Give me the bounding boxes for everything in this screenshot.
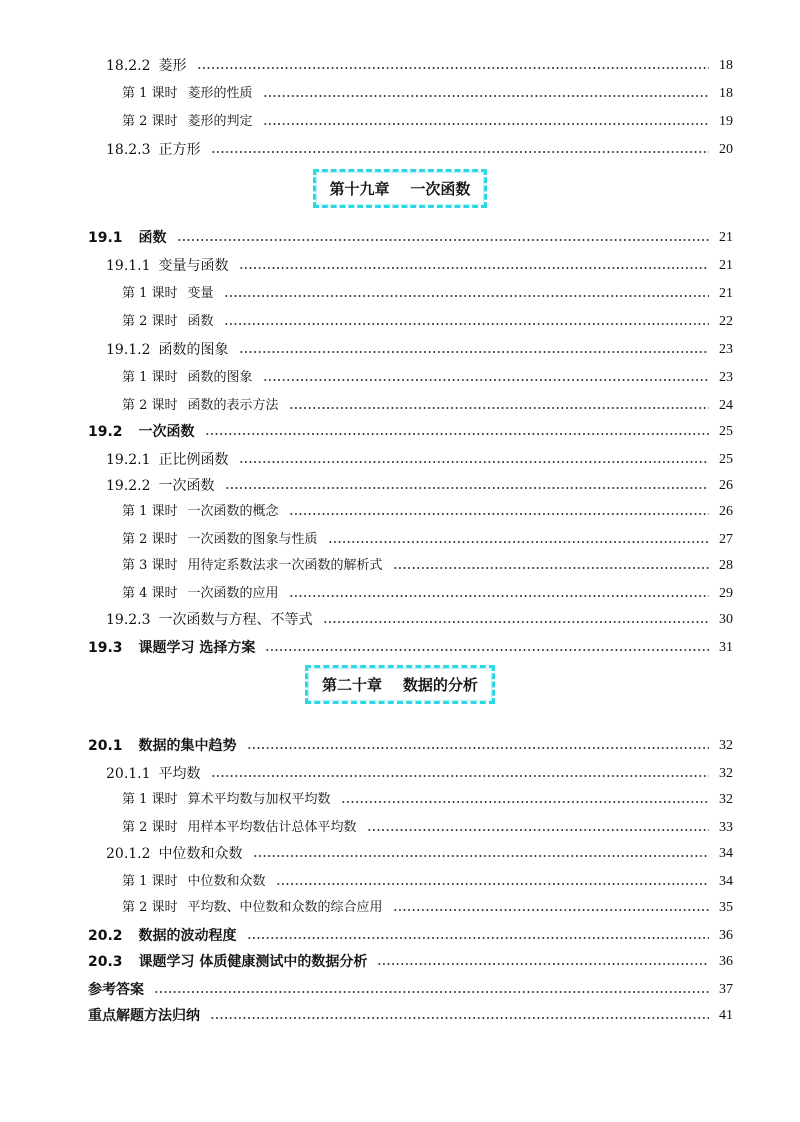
entry-title: 正比例函数 [158, 452, 229, 468]
dot-leader [211, 151, 709, 153]
entry-title: 用样本平均数估计总体平均数 [187, 820, 357, 835]
entry-page-number: 24 [719, 398, 733, 413]
toc-entry[interactable] [88, 1004, 733, 1028]
toc-entry[interactable] [106, 608, 733, 632]
dot-leader [393, 909, 709, 911]
dot-leader [225, 487, 709, 489]
toc-entry[interactable] [106, 842, 733, 866]
entry-number: 20.1.2 [106, 846, 151, 862]
entry-page-number: 33 [719, 820, 733, 835]
entry-page-number: 31 [719, 640, 733, 655]
entry-title: 一次函数 [138, 424, 195, 440]
entry-page-number: 20 [719, 142, 733, 157]
entry-page-number: 23 [719, 342, 733, 357]
entry-page-number: 22 [719, 314, 733, 329]
entry-title: 平均数 [158, 766, 201, 782]
entry-title: 函数的表示方法 [187, 398, 279, 413]
toc-entry[interactable] [122, 366, 733, 390]
dot-leader [289, 513, 709, 515]
toc-entry[interactable] [122, 394, 733, 418]
entry-number: 20.2 [88, 928, 123, 944]
toc-entry[interactable] [88, 420, 733, 444]
entry-number: 第 2 课时 [122, 900, 178, 915]
toc-entry[interactable] [88, 978, 733, 1002]
chapter-heading [0, 166, 800, 210]
dot-leader [323, 621, 709, 623]
toc-entry[interactable] [88, 950, 733, 974]
entry-number: 第 4 课时 [122, 586, 178, 601]
entry-number: 19.3 [88, 640, 123, 656]
entry-title: 课题学习 选择方案 [138, 640, 256, 656]
toc-entry[interactable] [122, 110, 733, 134]
toc-entry[interactable] [122, 816, 733, 840]
toc-entry[interactable] [122, 870, 733, 894]
entry-title: 一次函数与方程、不等式 [158, 612, 313, 628]
entry-title: 函数的图象 [187, 370, 253, 385]
dot-leader [377, 963, 709, 965]
entry-number: 第 1 课时 [122, 370, 178, 385]
entry-page-number: 23 [719, 370, 733, 385]
dot-leader [239, 351, 709, 353]
entry-number: 第 1 课时 [122, 874, 178, 889]
dot-leader [328, 541, 709, 543]
entry-number: 18.2.2 [106, 58, 151, 74]
entry-title: 函数 [138, 230, 167, 246]
entry-number: 20.1.1 [106, 766, 151, 782]
toc-entry[interactable] [122, 582, 733, 606]
entry-number: 第 1 课时 [122, 792, 178, 807]
entry-number: 18.2.3 [106, 142, 151, 158]
toc-entry[interactable] [106, 338, 733, 362]
chapter-heading [0, 662, 800, 706]
entry-number: 19.2.1 [106, 452, 151, 468]
entry-title: 一次函数 [158, 478, 215, 494]
toc-entry[interactable] [122, 896, 733, 920]
entry-title: 函数 [187, 314, 214, 329]
toc-entry[interactable] [122, 500, 733, 524]
dot-leader [177, 239, 709, 241]
entry-title: 变量 [187, 286, 214, 301]
dot-leader [197, 67, 709, 69]
entry-title: 一次函数的图象与性质 [187, 532, 318, 547]
toc-entry[interactable] [106, 254, 733, 278]
entry-page-number: 35 [719, 900, 733, 915]
entry-number: 第 2 课时 [122, 114, 178, 129]
entry-page-number: 37 [719, 982, 733, 997]
dot-leader [341, 801, 709, 803]
dot-leader [211, 775, 709, 777]
entry-number: 第 1 课时 [122, 86, 178, 101]
entry-number: 第 2 课时 [122, 820, 178, 835]
entry-page-number: 25 [719, 452, 733, 467]
toc-entry[interactable] [88, 734, 733, 758]
entry-number: 19.1.2 [106, 342, 151, 358]
chapter-title: 第二十章 数据的分析 [305, 665, 495, 704]
dot-leader [239, 267, 709, 269]
entry-page-number: 30 [719, 612, 733, 627]
entry-title: 函数的图象 [158, 342, 229, 358]
entry-title: 数据的波动程度 [138, 928, 237, 944]
entry-title: 中位数和众数 [158, 846, 243, 862]
entry-page-number: 41 [719, 1008, 733, 1023]
entry-page-number: 32 [719, 792, 733, 807]
entry-page-number: 21 [719, 286, 733, 301]
dot-leader [263, 379, 709, 381]
dot-leader [265, 649, 709, 651]
entry-title: 菱形 [158, 58, 187, 74]
toc-entry[interactable] [106, 474, 733, 498]
entry-title: 课题学习 体质健康测试中的数据分析 [138, 954, 368, 970]
dot-leader [247, 937, 709, 939]
toc-entry[interactable] [88, 924, 733, 948]
entry-title: 平均数、中位数和众数的综合应用 [187, 900, 383, 915]
toc-entry[interactable] [88, 636, 733, 660]
entry-number: 19.1 [88, 230, 123, 246]
entry-page-number: 32 [719, 766, 733, 781]
dot-leader [263, 95, 709, 97]
chapter-title: 第十九章 一次函数 [313, 169, 488, 208]
entry-page-number: 21 [719, 230, 733, 245]
entry-page-number: 36 [719, 954, 733, 969]
entry-title: 数据的集中趋势 [138, 738, 237, 754]
entry-number: 第 2 课时 [122, 398, 178, 413]
entry-number: 第 2 课时 [122, 532, 178, 547]
entry-page-number: 28 [719, 558, 733, 573]
entry-number: 第 2 课时 [122, 314, 178, 329]
toc-entry[interactable] [122, 788, 733, 812]
toc-entry[interactable] [88, 226, 733, 250]
dot-leader [247, 747, 709, 749]
entry-title: 中位数和众数 [187, 874, 266, 889]
dot-leader [276, 883, 709, 885]
toc-entry[interactable] [106, 762, 733, 786]
toc-entry[interactable] [122, 528, 733, 552]
entry-title: 一次函数的应用 [187, 586, 279, 601]
dot-leader [367, 829, 709, 831]
toc-entry[interactable] [106, 448, 733, 472]
entry-page-number: 26 [719, 478, 733, 493]
dot-leader [263, 123, 709, 125]
dot-leader [154, 991, 709, 993]
dot-leader [289, 595, 709, 597]
entry-title: 用待定系数法求一次函数的解析式 [187, 558, 383, 573]
entry-page-number: 36 [719, 928, 733, 943]
entry-title: 菱形的判定 [187, 114, 253, 129]
entry-page-number: 27 [719, 532, 733, 547]
dot-leader [239, 461, 709, 463]
toc-entry[interactable] [122, 310, 733, 334]
entry-title: 算术平均数与加权平均数 [187, 792, 331, 807]
dot-leader [289, 407, 709, 409]
entry-number: 第 1 课时 [122, 286, 178, 301]
entry-number: 19.2 [88, 424, 123, 440]
entry-title: 重点解题方法归纳 [88, 1008, 200, 1024]
entry-page-number: 21 [719, 258, 733, 273]
entry-page-number: 29 [719, 586, 733, 601]
entry-page-number: 18 [719, 86, 733, 101]
entry-page-number: 26 [719, 504, 733, 519]
dot-leader [224, 323, 709, 325]
toc-entry[interactable] [122, 282, 733, 306]
entry-number: 20.3 [88, 954, 123, 970]
entry-number: 19.1.1 [106, 258, 151, 274]
dot-leader [205, 433, 709, 435]
entry-title: 一次函数的概念 [187, 504, 279, 519]
entry-page-number: 32 [719, 738, 733, 753]
toc-entry[interactable] [106, 138, 733, 162]
entry-title: 菱形的性质 [187, 86, 253, 101]
entry-page-number: 18 [719, 58, 733, 73]
entry-page-number: 34 [719, 874, 733, 889]
toc-entry[interactable] [122, 82, 733, 106]
entry-number: 20.1 [88, 738, 123, 754]
entry-number: 第 1 课时 [122, 504, 178, 519]
entry-title: 正方形 [158, 142, 201, 158]
entry-title: 参考答案 [88, 982, 144, 998]
entry-page-number: 34 [719, 846, 733, 861]
dot-leader [224, 295, 709, 297]
dot-leader [210, 1017, 709, 1019]
entry-title: 变量与函数 [158, 258, 229, 274]
entry-number: 19.2.2 [106, 478, 151, 494]
entry-number: 19.2.3 [106, 612, 151, 628]
toc-entry[interactable] [106, 54, 733, 78]
entry-page-number: 19 [719, 114, 733, 129]
entry-page-number: 25 [719, 424, 733, 439]
dot-leader [253, 855, 709, 857]
toc-entry[interactable] [122, 554, 733, 578]
dot-leader [393, 567, 709, 569]
entry-number: 第 3 课时 [122, 558, 178, 573]
